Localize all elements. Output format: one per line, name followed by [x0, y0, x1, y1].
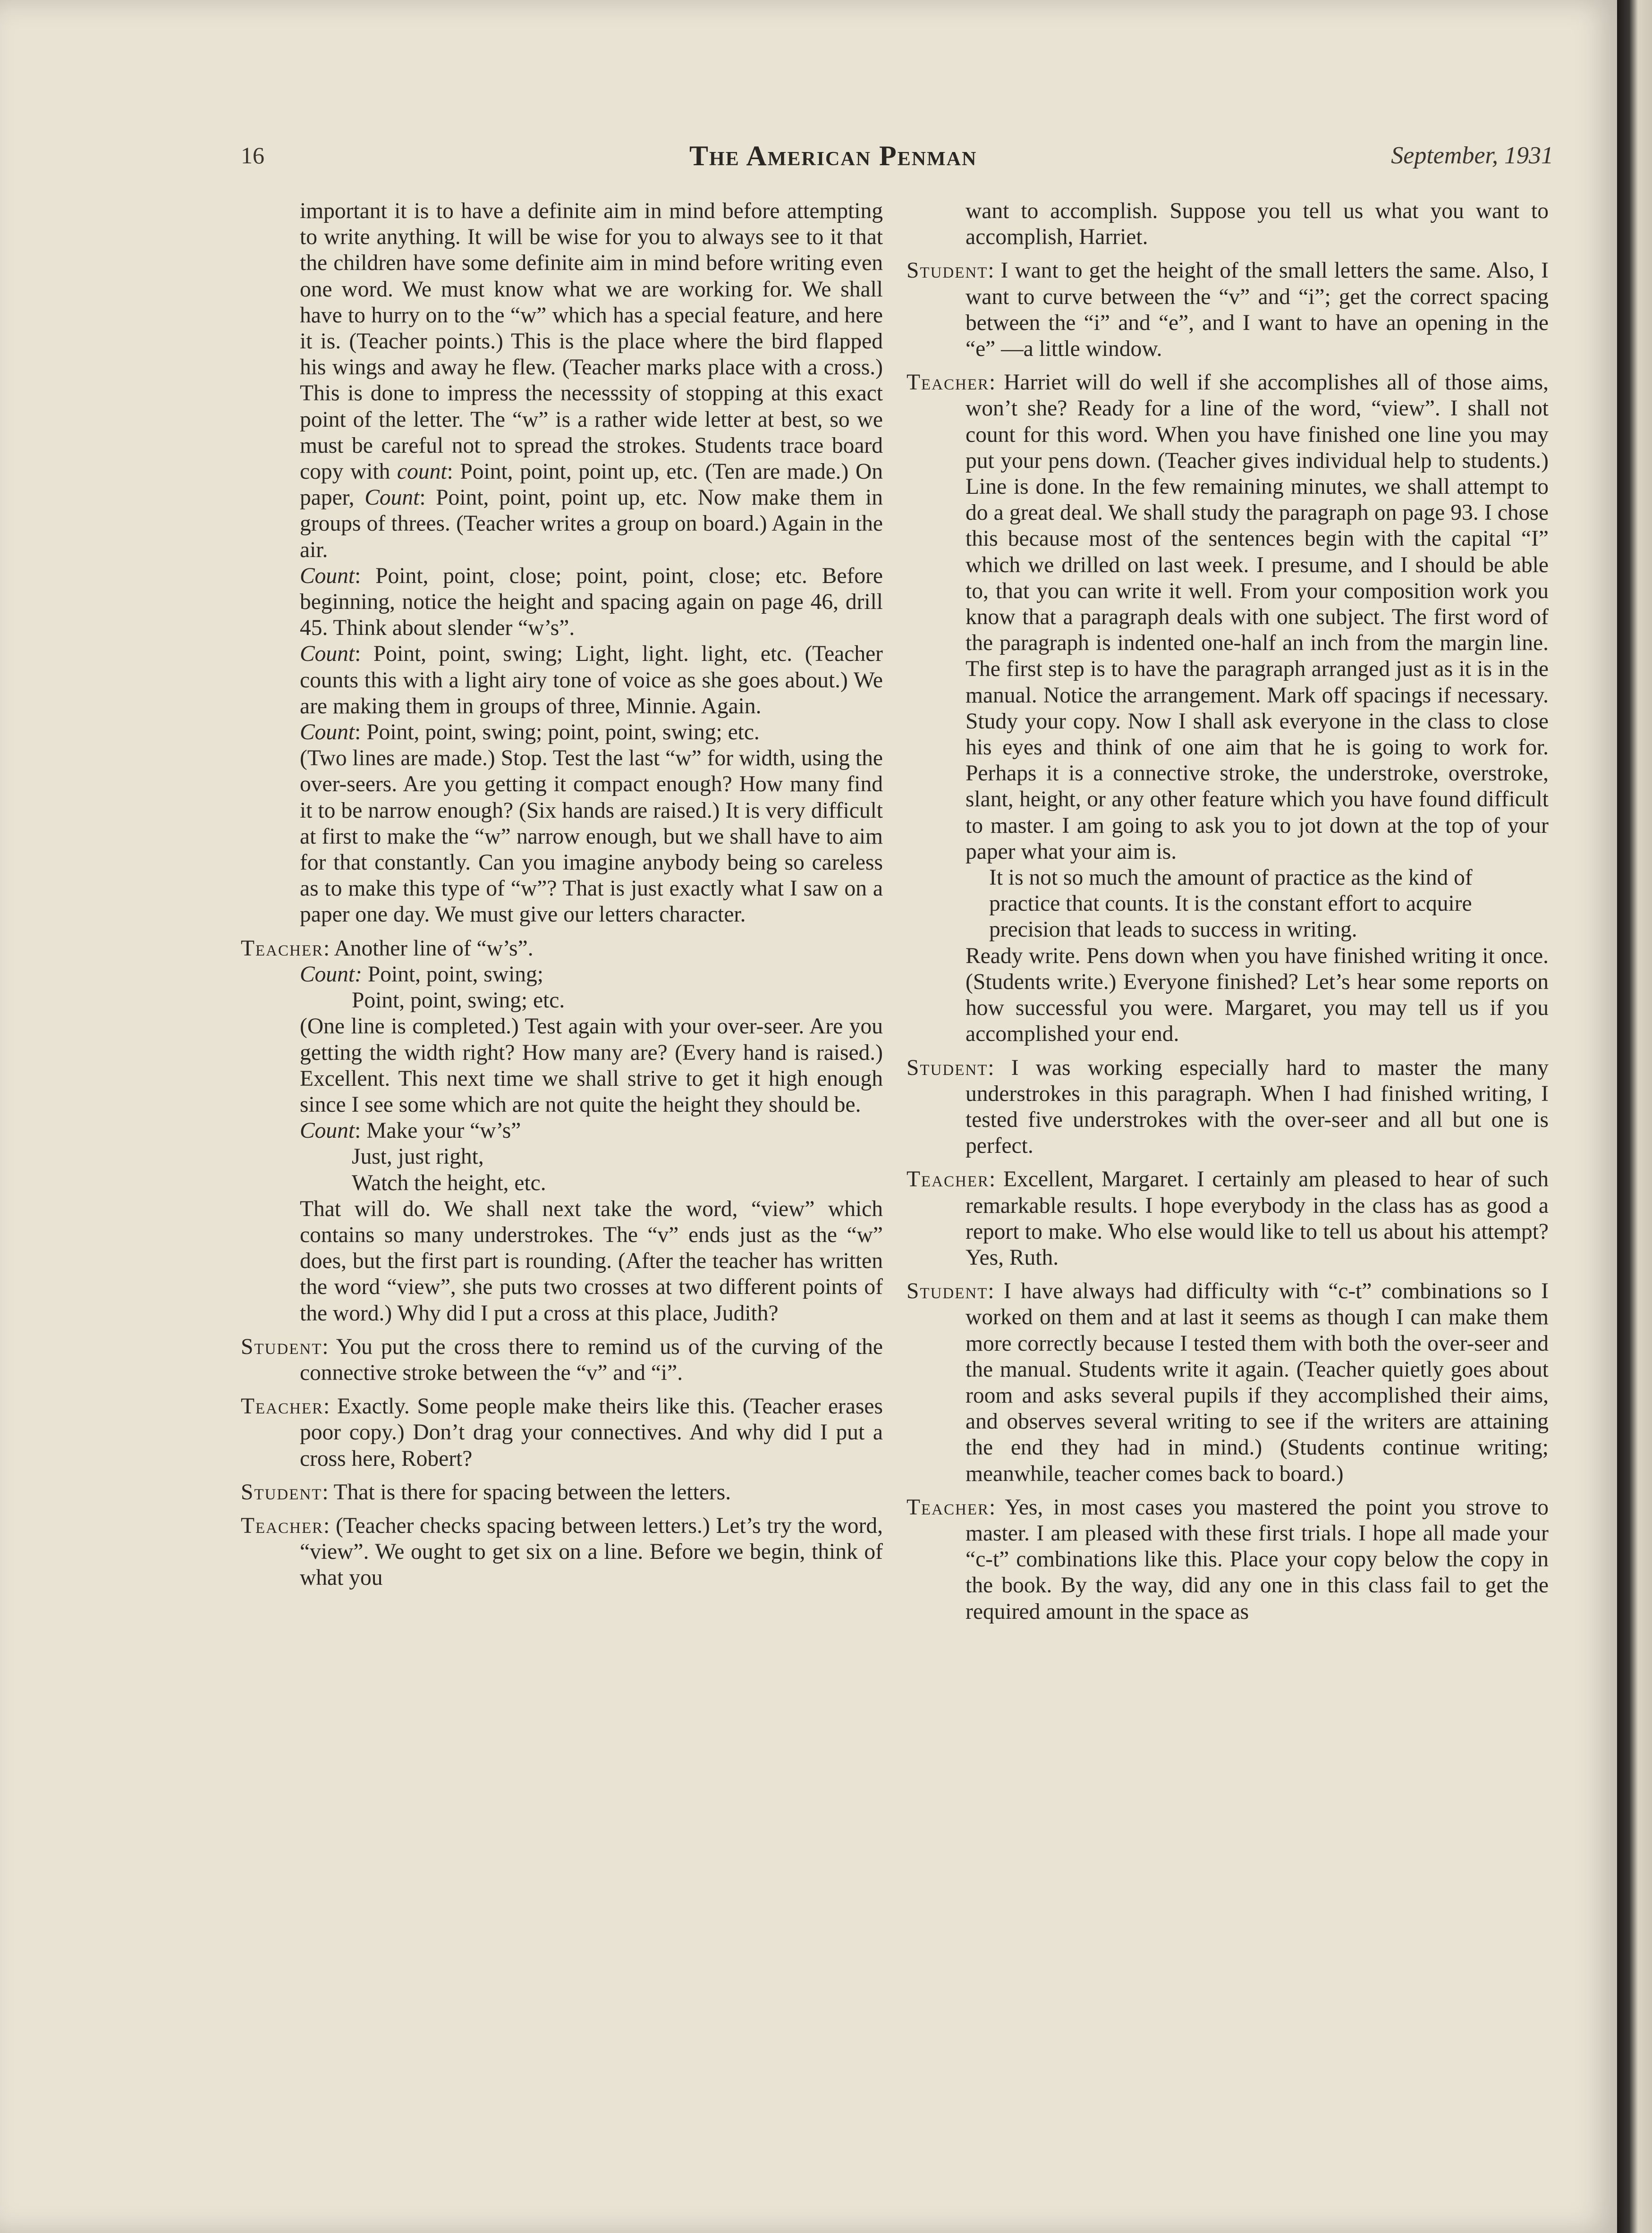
- issue-date: September, 1931: [1391, 142, 1553, 169]
- student-line: Student: I want to get the height of the small letters the same. Also, I want to curve between the “v” and “i”; get the correct spacing between the “i” and “e”, and I want to have an opening in the “e” —a little window.: [906, 258, 1549, 362]
- page-number: 16: [241, 142, 264, 169]
- count-line: Just, just right,: [352, 1144, 484, 1169]
- running-title: The American Penman: [689, 140, 977, 171]
- paragraph: (Two lines are made.) Stop. Test the last “w” for width, using the over-seers. Are you getting it compact enough? How many find it to be narrow enough? (Six hands are raised.) It is very difficult at first to make the “w” narrow enough, but we shall have to aim for that constantly. Can you imagine anybody being so careless as to make this type of “w”? That is just exactly what I saw on a paper one day. We must give our letters character.: [300, 746, 883, 927]
- paragraph: want to accomplish. Suppose you tell us what you want to accomplish, Harriet.: [966, 199, 1549, 250]
- teacher-line: Teacher: Another line of “w’s”.: [241, 936, 534, 961]
- paragraph: Ready write. Pens down when you have finished writing it once. (Students write.) Everyone finished? Let’s hear some reports on how successful you were. Margaret, you may tell us if you accomplished your end.: [966, 943, 1549, 1047]
- count-paragraph: Count: Point, point, close; point, point, close; etc. Before beginning, notice the height and spacing again on page 46, drill 45. Think about slender “w’s”.: [300, 563, 883, 641]
- teacher-line: Teacher: Yes, in most cases you mastered the point you strove to master. I am pleased with these first trials. I hope all made your “c-t” combinations like this. Place your copy below the copy in the book. By the way, did any one in this class fail to get the required amount in the space as: [906, 1495, 1549, 1624]
- quoted-passage: It is not so much the amount of practice as the kind of practice that counts. It is the constant effort to acquire precision that leads to success in writing.: [989, 865, 1473, 942]
- count-paragraph: Count: Point, point, swing; Light, light. light, etc. (Teacher counts this with a light airy tone of voice as she goes about.) We are making them in groups of three, Minnie. Again.: [300, 642, 883, 719]
- count-paragraph: Count: Point, point, swing; point, point, swing; etc.: [300, 720, 760, 745]
- teacher-line: Teacher: Excellent, Margaret. I certainly am pleased to hear of such remarkable results. I hope everybody in the class has as good a report to make. Who else would like to tell us about his attempt? Yes, Ruth.: [906, 1167, 1549, 1270]
- count-line: Count: Make your “w’s”: [300, 1118, 521, 1143]
- count-line: Watch the height, etc.: [352, 1170, 546, 1195]
- book-gutter: [1617, 0, 1652, 2233]
- count-line: Count: Point, point, swing;: [300, 962, 543, 987]
- teacher-line: Teacher: (Teacher checks spacing between letters.) Let’s try the word, “view”. We ought to get six on a line. Before we begin, think of what you: [241, 1513, 883, 1590]
- student-line: Student: I have always had difficulty with “c-t” combinations so I worked on them and at last it seems as though I can make them more correctly because I tested them with both the over-seer and the manual. Students write it again. (Teacher quietly goes about room and asks several pupils if they accomplished their aims, and observes several writing to see if the writers are attaining the end they had in mind.) (Students continue writing; meanwhile, teacher comes back to board.): [906, 1279, 1549, 1486]
- teacher-line: Teacher: Harriet will do well if she accomplishes all of those aims, won’t she? Ready for a line of the word, “view”. I shall not count for this word. When you have finished one line you may put your pens down. (Teacher gives individual help to students.) Line is done. In the few remaining minutes, we shall attempt to do a great deal. We shall study the paragraph on page 93. I chose this because most of the sentences begin with the capital “I” which we drilled on last week. I presume, and I should be able to, that you can write it well. From your composition work you know that a paragraph deals with one subject. The first word of the paragraph is indented one-half an inch from the margin line. The first step is to have the paragraph arranged just as it is in the manual. Notice the arrangement. Mark off spacings if necessary. Study your copy. Now I shall ask everyone in the class to close his eyes and think of one aim that he is going to work for. Perhaps it is a connective stroke, the understroke, overstroke, slant, height, or any other feature which you have found difficult to master. I am going to ask you to jot down at the top of your paper what your aim is.: [906, 370, 1549, 864]
- student-line: Student: I was working especially hard to master the many understrokes in this paragraph. When I had finished writing, I tested five understrokes with the over-seer and all but one is perfect.: [906, 1055, 1549, 1159]
- paragraph: important it is to have a definite aim in mind before attempting to write anything. It will be wise for you to always see to it that the children have some definite aim in mind before writing even one word. We must know what we are working for. We shall have to hurry on to the “w” which has a special feature, and here it is. (Teacher points.) This is the place where the bird flapped his wings and away he flew. (Teacher marks place with a cross.) This is done to impress the necesssity of stopping at this exact point of the letter. The “w” is a rather wide letter at best, so we must be careful not to spread the strokes. Students trace board copy with count: Point, point, point up, etc. (Ten are made.) On paper, Count: Point, point, point up, etc. Now make them in groups of threes. (Teacher writes a group on board.) Again in the air.: [300, 199, 883, 562]
- student-line: Student: That is there for spacing between the letters.: [241, 1480, 731, 1505]
- student-line: Student: You put the cross there to remind us of the curving of the connective stroke between the “v” and “i”.: [241, 1334, 883, 1385]
- count-line: Point, point, swing; etc.: [352, 988, 565, 1013]
- paragraph: That will do. We shall next take the word, “view” which contains so many understrokes. The “v” ends just as the “w” does, but the first part is rounding. (After the teacher has written the word “view”, she puts two crosses at two different points of the word.) Why did I put a cross at this place, Judith?: [300, 1196, 883, 1326]
- teacher-line: Teacher: Exactly. Some people make theirs like this. (Teacher erases poor copy.) Don’t drag your connectives. And why did I put a cross here, Robert?: [241, 1394, 883, 1471]
- running-header: [241, 142, 1553, 184]
- right-column: [906, 198, 1549, 1625]
- left-column: [241, 198, 883, 1591]
- paragraph: (One line is completed.) Test again with your over-seer. Are you getting the width right? How many are? (Every hand is raised.) Excellent. This next time we shall strive to get it high enough since I see some which are not quite the height they should be.: [300, 1014, 883, 1117]
